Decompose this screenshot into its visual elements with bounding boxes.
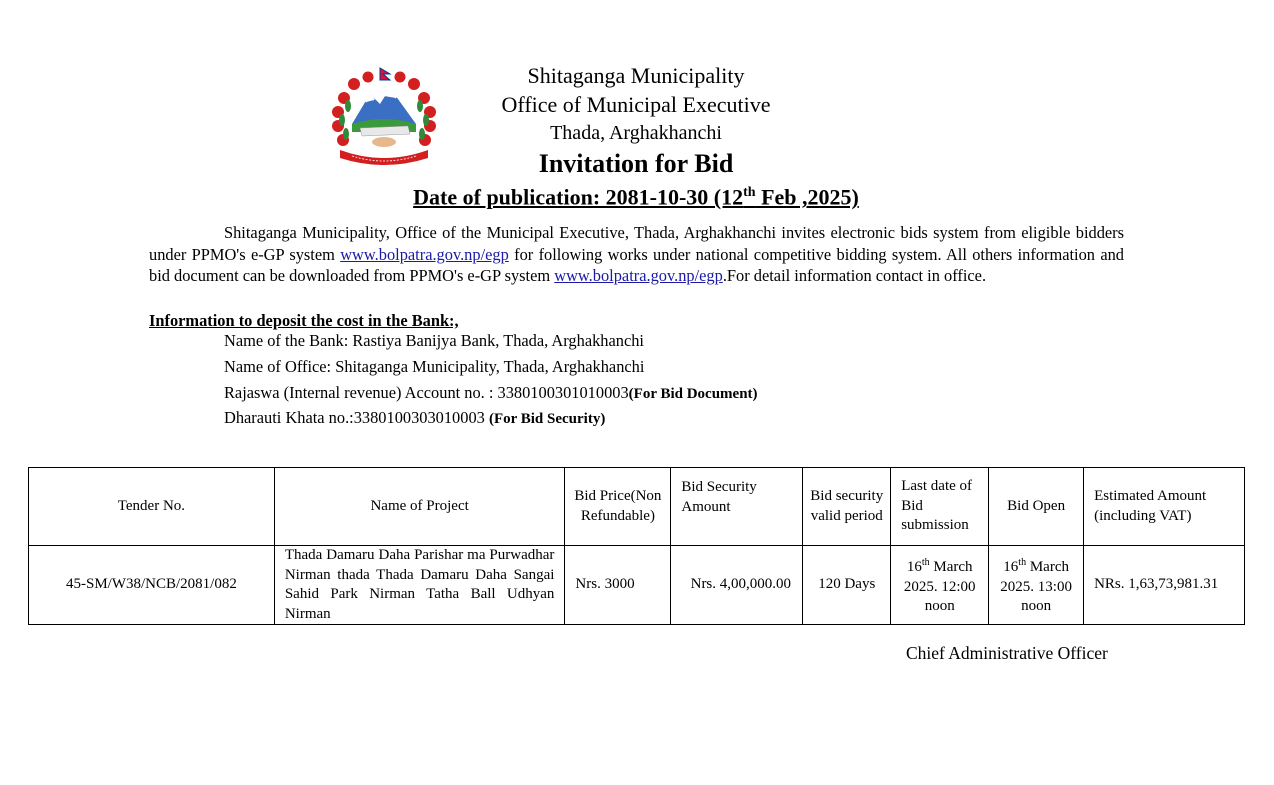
municipality-name: Shitaganga Municipality (527, 63, 745, 88)
office-address: Thada, Arghakhanchi (550, 122, 722, 144)
cell-bid-open: 16th March 2025. 13:00 noon (989, 546, 1084, 625)
office-name: Office of Municipal Executive (501, 92, 771, 117)
header-bid-security: Bid Security Amount (671, 468, 803, 546)
header-validity: Bid security valid period (803, 468, 891, 546)
header-bid-open: Bid Open (989, 468, 1084, 546)
cell-bid-price: Nrs. 3000 (565, 546, 671, 625)
egp-link[interactable]: www.bolpatra.gov.np/egp (340, 244, 509, 264)
bank-name: Name of the Bank: Rastiya Banijya Bank, Thada, Arghakhanchi (224, 331, 644, 350)
signature-title: Chief Administrative Officer (906, 643, 1108, 663)
cell-estimate: NRs. 1,63,73,981.31 (1084, 546, 1245, 625)
intro-paragraph: Shitaganga Municipality, Office of the Municipal Executive, Thada, Arghakhanchi invites electronic bids system from eligible bidders under PPMO's e-GP system www.bolpatra.gov.np/egp for following works under national competitive bidding system. All others information and bid document can be downloaded from PPMO's e-GP system www.bolpatra.gov.np/egp.For detail information contact in office. (149, 223, 1124, 285)
egp-link-2[interactable]: www.bolpatra.gov.np/egp (554, 266, 723, 285)
table-row (29, 546, 1245, 625)
header-last-date: Last date of Bid submission (891, 468, 989, 546)
dharauti-account: Dharauti Khata no.:3380100303010003 (For Bid Security) (224, 408, 606, 427)
bank-office-name: Name of Office: Shitaganga Municipality, Thada, Arghakhanchi (224, 357, 645, 376)
header-project: Name of Project (274, 468, 565, 546)
header-estimate: Estimated Amount (including VAT) (1084, 468, 1245, 546)
tender-table (28, 467, 1245, 625)
header-bid-price: Bid Price(Non Refundable) (565, 468, 671, 546)
table-header-row (29, 468, 1245, 546)
header-tender-no: Tender No. (29, 468, 275, 546)
page-title: Invitation for Bid (538, 149, 734, 178)
cell-validity: 120 Days (803, 546, 891, 625)
cell-bid-security: Nrs. 4,00,000.00 (671, 546, 803, 625)
cell-project: Thada Damaru Daha Parishar ma Purwadhar Nirman thada Thada Damaru Daha Sangai Sahid Park Nirman Tatha Ball Udhyan Nirman (274, 546, 565, 625)
cell-last-date: 16th March 2025. 12:00 noon (891, 546, 989, 625)
rajaswa-account: Rajaswa (Internal revenue) Account no. : 3380100301010003(For Bid Document) (224, 383, 758, 402)
cell-tender-no: 45-SM/W38/NCB/2081/082 (29, 546, 275, 625)
bank-info-heading: Information to deposit the cost in the Bank:, (149, 311, 459, 330)
publication-date: Date of publication: 2081-10-30 (12th Feb ,2025) (413, 184, 859, 210)
